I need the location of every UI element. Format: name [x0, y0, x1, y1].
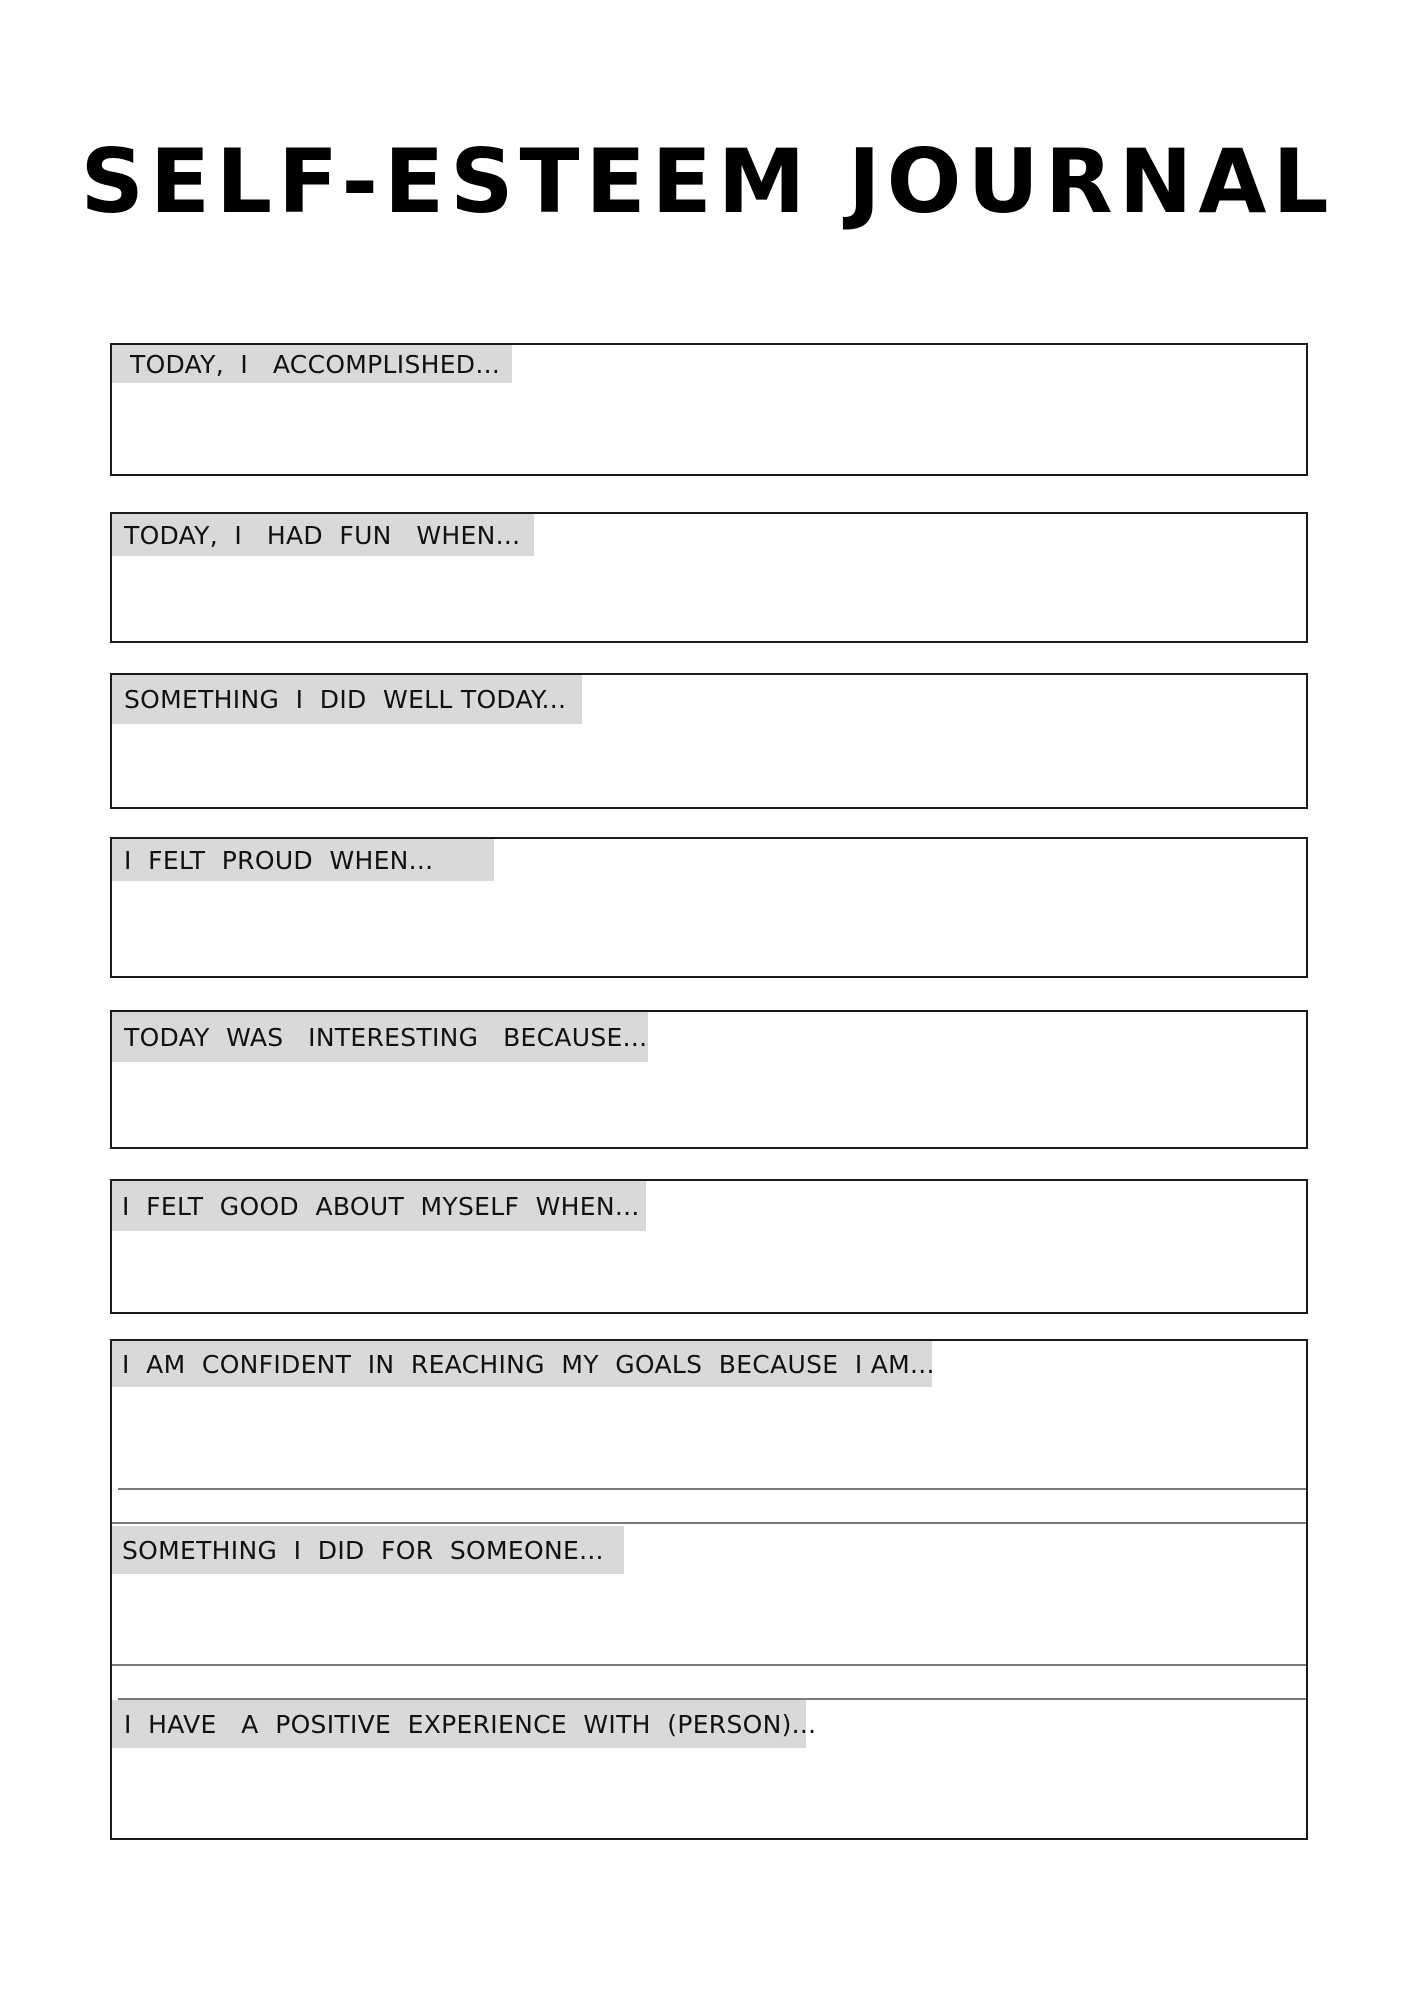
prompt-box-had-fun[interactable] — [110, 512, 1308, 643]
prompt-label-felt-good: I FELT GOOD ABOUT MYSELF WHEN... — [112, 1181, 646, 1231]
writing-area-for-someone[interactable] — [112, 1574, 1306, 1664]
writing-area-did-well[interactable] — [112, 724, 1306, 807]
prompt-label-positive-experience: I HAVE A POSITIVE EXPERIENCE WITH (PERSON)... — [112, 1700, 806, 1748]
writing-area-confident[interactable] — [112, 1387, 1306, 1523]
writing-area-positive-experience[interactable] — [112, 1748, 1306, 1838]
prompt-box-felt-proud[interactable] — [110, 837, 1308, 978]
writing-area-interesting[interactable] — [112, 1062, 1306, 1147]
prompt-box-felt-good[interactable] — [110, 1179, 1308, 1314]
section-divider — [112, 1522, 1306, 1524]
prompt-label-confident: I AM CONFIDENT IN REACHING MY GOALS BECAUSE I AM... — [112, 1341, 932, 1387]
writing-area-felt-good[interactable] — [112, 1231, 1306, 1312]
page-title: SELF-ESTEEM JOURNAL — [80, 130, 1335, 233]
prompt-label-for-someone: SOMETHING I DID FOR SOMEONE... — [112, 1526, 624, 1574]
writing-area-had-fun[interactable] — [112, 556, 1306, 641]
prompt-label-had-fun: TODAY, I HAD FUN WHEN... — [112, 514, 534, 556]
section-divider — [118, 1488, 1306, 1490]
prompt-label-felt-proud: I FELT PROUD WHEN... — [112, 839, 494, 881]
prompt-box-accomplished[interactable] — [110, 343, 1308, 476]
prompt-label-accomplished: TODAY, I ACCOMPLISHED... — [112, 345, 512, 383]
prompt-box-did-well[interactable] — [110, 673, 1308, 809]
prompt-label-did-well: SOMETHING I DID WELL TODAY... — [112, 675, 582, 724]
prompt-box-interesting[interactable] — [110, 1010, 1308, 1149]
prompt-box-combined — [110, 1339, 1308, 1840]
writing-area-accomplished[interactable] — [112, 383, 1306, 474]
writing-area-felt-proud[interactable] — [112, 881, 1306, 976]
prompt-label-interesting: TODAY WAS INTERESTING BECAUSE... — [112, 1012, 648, 1062]
section-divider — [112, 1664, 1306, 1666]
